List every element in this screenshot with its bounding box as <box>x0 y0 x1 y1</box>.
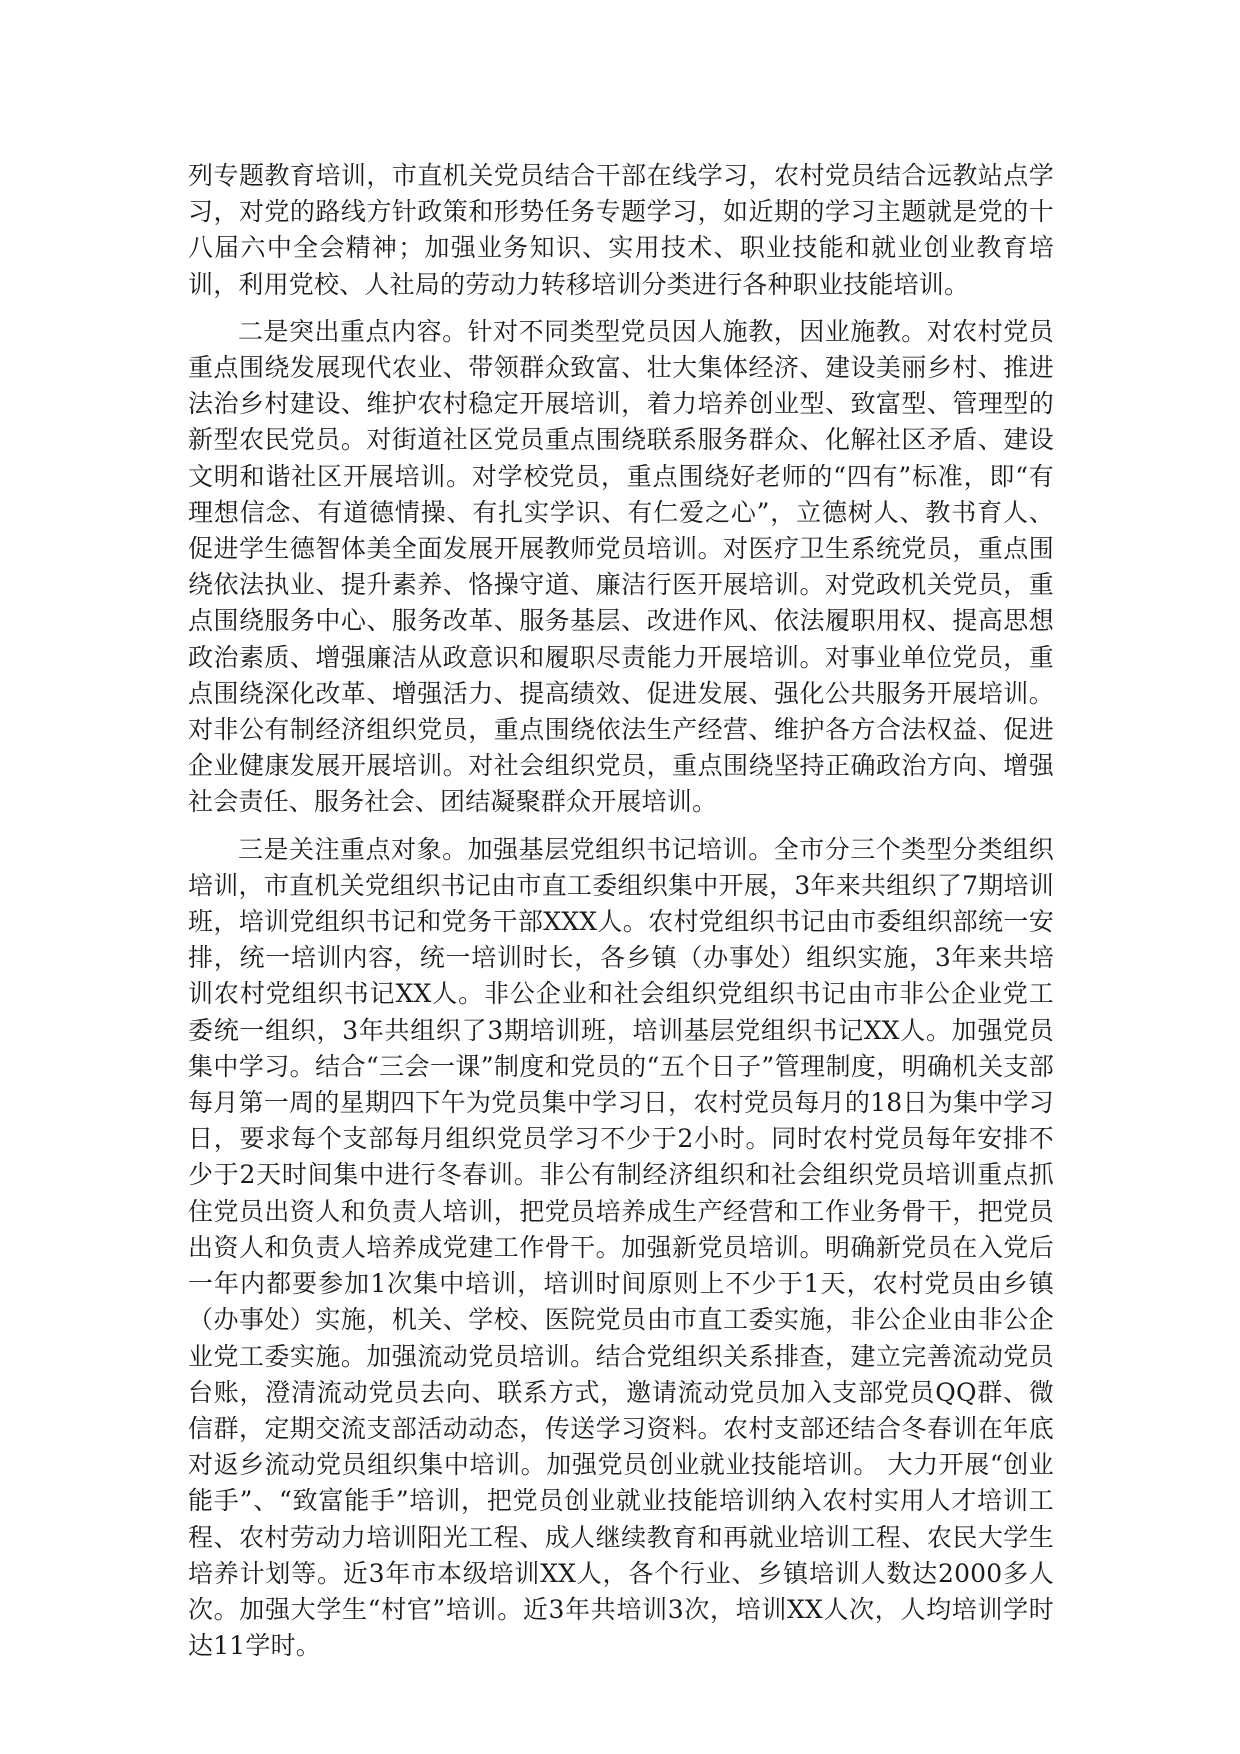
paragraph-1: 列专题教育培训，市直机关党员结合干部在线学习，农村党员结合远教站点学习，对党的路线方针政策和形势任务专题学习，如近期的学习主题就是党的十八届六中全会精神；加强业务知识、实用技术、职业技能和就业创业教育培训，利用党校、人社局的劳动力转移培训分类进行各种职业技能培训。 <box>188 161 1054 299</box>
paragraph-3: 三是关注重点对象。加强基层党组织书记培训。全市分三个类型分类组织培训，市直机关党组织书记由市直工委组织集中开展，3年来共组织了7期培训班，培训党组织书记和党务干部XXX人。农村党组织书记由市委组织部统一安排，统一培训内容，统一培训时长，各乡镇（办事处）组织实施，3年来共培训农村党组织书记XX人。非公企业和社会组织党组织书记由市非公企业党工委统一组织，3年共组织了3期培训班，培训基层党组织书记XX人。加强党员集中学习。结合“三会一课”制度和党员的“五个日子”管理制度，明确机关支部每月第一周的星期四下午为党员集中学习日，农村党员每月的18日为集中学习日，要求每个支部每月组织党员学习不少于2小时。同时农村党员每年安排不少于2天时间集中进行冬春训。非公有制经济组织和社会组织党员培训重点抓住党员出资人和负责人培训，把党员培养成生产经营和工作业务骨干，把党员出资人和负责人培养成党建工作骨干。加强新党员培训。明确新党员在入党后一年内都要参加1次集中培训，培训时间原则上不少于1天，农村党员由乡镇（办事处）实施，机关、学校、医院党员由市直工委实施，非公企业由非公企业党工委实施。加强流动党员培训。结合党组织关系排查，建立完善流动党员台账，澄清流动党员去向、联系方式，邀请流动党员加入支部党员QQ群、微信群，定期交流支部活动动态，传送学习资料。农村支部还结合冬春训在年底对返乡流动党员组织集中培训。加强党员创业就业技能培训。 大力开展“创业能手”、“致富能手”培训，把党员创业就业技能培训纳入农村实用人才培训工程、农村劳动力培训阳光工程、成人继续教育和再就业培训工程、农民大学生培养计划等。近3年市本级培训XX人，各个行业、乡镇培训人数达2000多人次。加强大学生“村官”培训。近3年共培训3次，培训XX人次，人均培训学时达11学时。 <box>188 834 1054 1661</box>
document-body <box>188 158 1054 1675</box>
paragraph-2: 二是突出重点内容。针对不同类型党员因人施教，因业施教。对农村党员重点围绕发展现代农业、带领群众致富、壮大集体经济、建设美丽乡村、推进法治乡村建设、维护农村稳定开展培训，着力培养创业型、致富型、管理型的新型农民党员。对街道社区党员重点围绕联系服务群众、化解社区矛盾、建设文明和谐社区开展培训。对学校党员，重点围绕好老师的“四有”标准，即“有理想信念、有道德情操、有扎实学识、有仁爱之心”，立德树人、教书育人、促进学生德智体美全面发展开展教师党员培训。对医疗卫生系统党员，重点围绕依法执业、提升素养、恪操守道、廉洁行医开展培训。对党政机关党员，重点围绕服务中心、服务改革、服务基层、改进作风、依法履职用权、提高思想政治素质、增强廉洁从政意识和履职尽责能力开展培训。对事业单位党员，重点围绕深化改革、增强活力、提高绩效、促进发展、强化公共服务开展培训。对非公有制经济组织党员，重点围绕依法生产经营、维护各方合法权益、促进企业健康发展开展培训。对社会组织党员，重点围绕坚持正确政治方向、增强社会责任、服务社会、团结凝聚群众开展培训。 <box>188 316 1054 817</box>
